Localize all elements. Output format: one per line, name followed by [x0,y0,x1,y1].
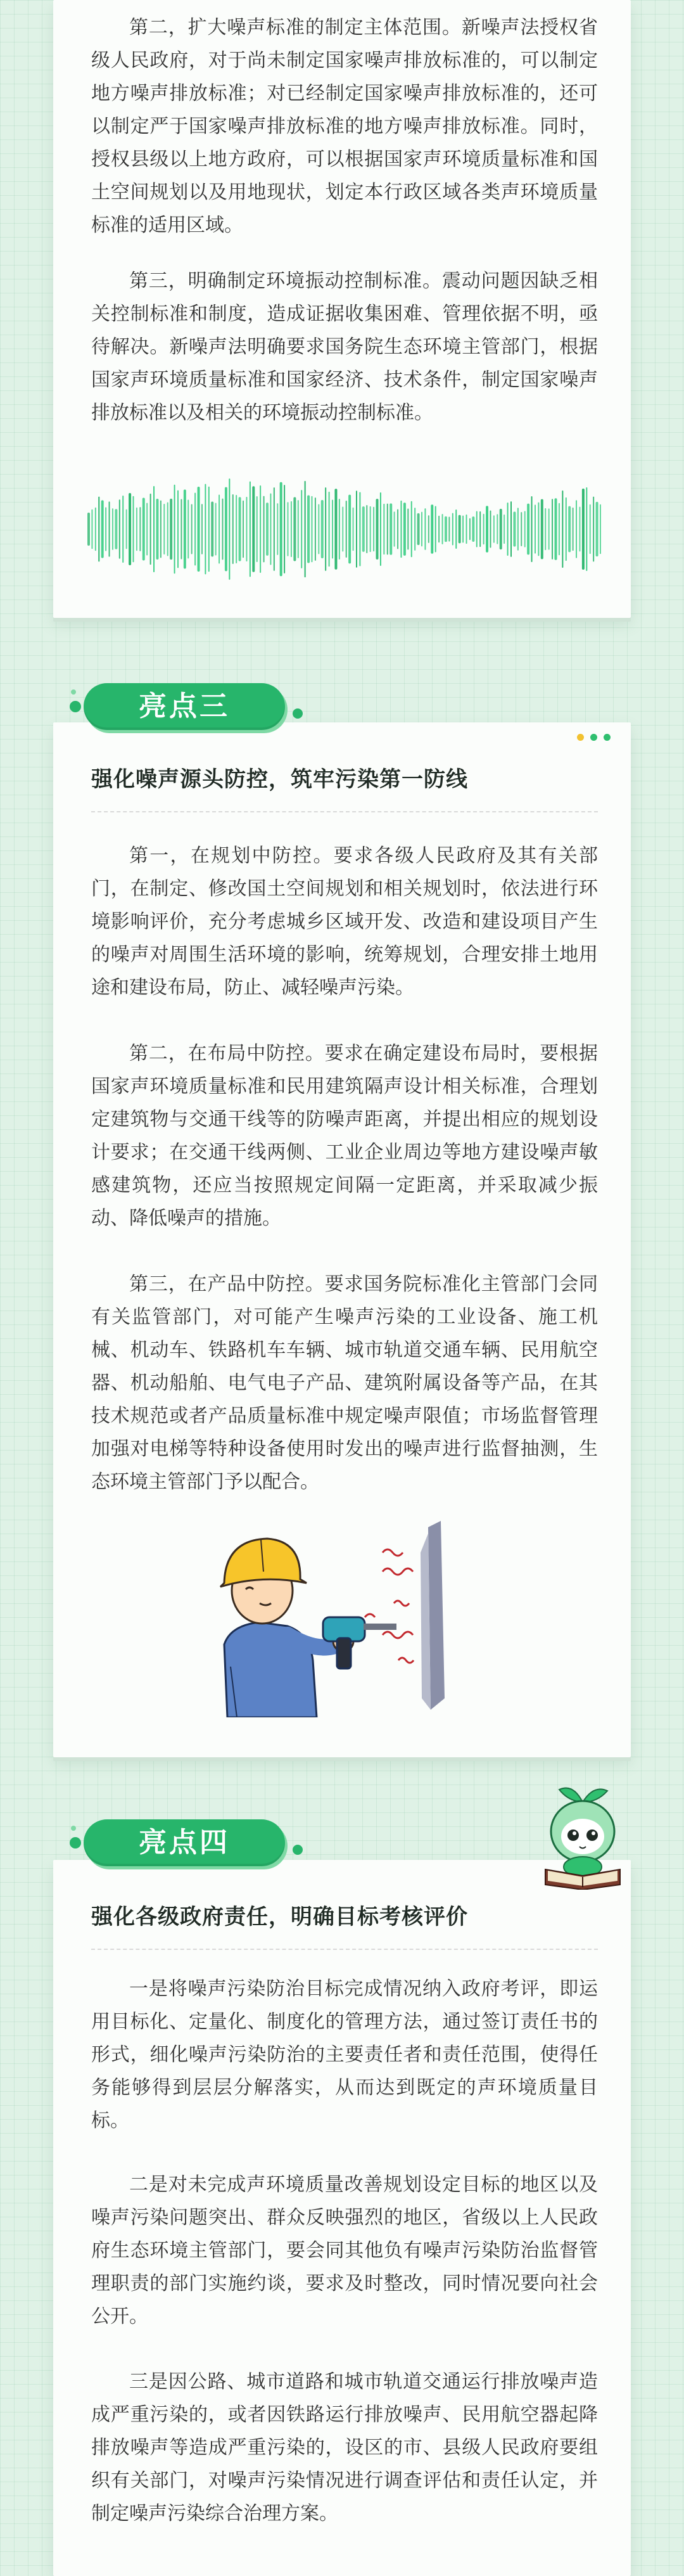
divider [91,1949,598,1950]
section3-paragraph-1: 第一，在规划中防控。要求各级人民政府及其有关部门，在制定、修改国土空间规划和相关规划时，依法进行环境影响评价，充分考虑城乡区域开发、改造和建设项目产生的噪声对周围生活环境的影响，统筹规划，合理安排土地用途和建设布局，防止、减轻噪声污染。 [91,845,598,999]
worker-drilling-wall-illustration [193,1508,509,1717]
highlight-badge-3-label: 亮点三 [139,691,230,722]
section2-paragraph-2: 第二，扩大噪声标准的制定主体范围。新噪声法授权省级人民政府，对于尚未制定国家噪声排放标准的，可以制定地方噪声排放标准；对已经制定国家噪声排放标准的，还可以制定严于国家噪声排放标准的地方噪声排放标准。同时，授权县级以上地方政府，可以根据国家声环境质量标准和国土空间规划以及用地现状，划定本行政区域各类声环境质量标准的适用区域。 [91,16,598,236]
sound-wave-graphic [85,472,604,586]
section3-paragraph-3: 第三，在产品中防控。要求国务院标准化主管部门会同有关监管部门，对可能产生噪声污染的工业设备、施工机械、机动车、铁路机车车辆、城市轨道交通车辆、民用航空器、机动船舶、电气电子产品、建筑附属设备等产品，在其技术规范或者产品质量标准中规定噪声限值；市场监督管理加强对电梯等特种设备使用时发出的噪声进行监督抽测，生态环境主管部门予以配合。 [91,1273,598,1493]
section4-paragraph-2: 二是对未完成声环境质量改善规划设定目标的地区以及噪声污染问题突出、群众反映强烈的地区，省级以上人民政府生态环境主管部门，要会同其他负有噪声污染防治监督管理职责的部门实施约谈，要求及时整改，同时情况要向社会公开。 [91,2174,598,2328]
highlight-badge-3 [70,681,305,733]
divider [91,811,598,812]
section3-card [53,722,631,1757]
highlight-badge-4-label: 亮点四 [139,1827,230,1858]
section3-paragraph-2: 第二，在布局中防控。要求在确定建设布局时，要根据国家声环境质量标准和民用建筑隔声设计相关标准，合理划定建筑物与交通干线等的防噪声距离，并提出相应的规划设计要求；在交通干线两侧、工业企业周边等地方建设噪声敏感建筑物，还应当按照规定间隔一定距离，并采取减少振动、降低噪声的措施。 [91,1042,598,1229]
green-mascot-reading-book [535,1782,630,1890]
decor-dots [571,731,611,743]
section4-paragraph-3: 三是因公路、城市道路和城市轨道交通运行排放噪声造成严重污染的，或者因铁路运行排放噪声、民用航空器起降排放噪声等造成严重污染的，设区的市、县级人民政府要组织有关部门，对噪声污染情况进行调查评估和责任认定，并制定噪声污染综合治理方案。 [91,2371,598,2525]
section3-subtitle: 强化噪声源头防控，筑牢污染第一防线 [91,767,468,792]
section4-card [53,1860,631,2576]
highlight-badge-4 [70,1817,305,1869]
section4-paragraph-1: 一是将噪声污染防治目标完成情况纳入政府考评，即运用目标化、定量化、制度化的管理方法，通过签订责任书的形式，细化噪声污染防治的主要责任者和责任范围，使得任务能够得到层层分解落实，从而达到既定的声环境质量目标。 [91,1978,598,2132]
section2-card [53,0,631,618]
section4-subtitle: 强化各级政府责任，明确目标考核评价 [91,1904,468,1930]
section2-paragraph-3: 第三，明确制定环境振动控制标准。震动问题因缺乏相关控制标准和制度，造成证据收集困难、管理依据不明，亟待解决。新噪声法明确要求国务院生态环境主管部门，根据国家声环境质量标准和国家经济、技术条件，制定国家噪声排放标准以及相关的环境振动控制标准。 [91,270,598,424]
